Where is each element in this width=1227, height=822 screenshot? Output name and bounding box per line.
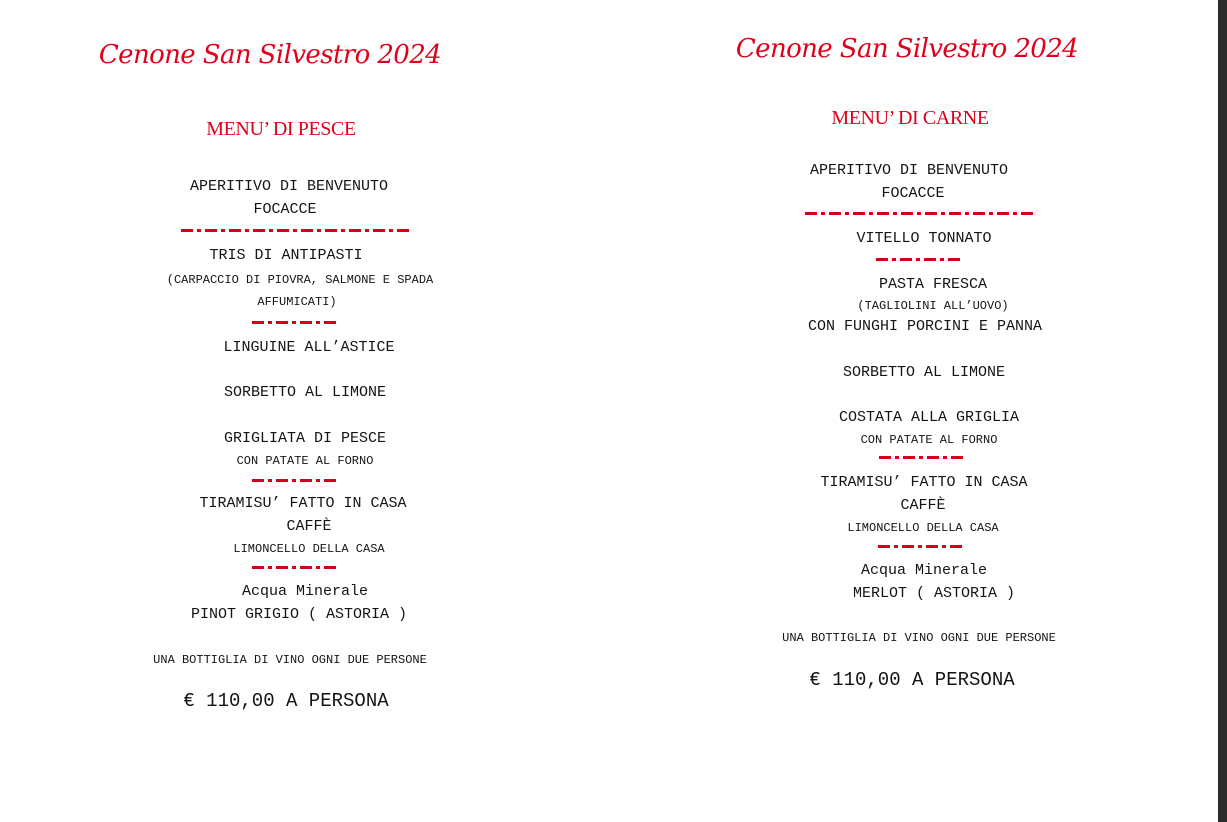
menu-line: (CARPACCIO DI PIOVRA, SALMONE E SPADA	[166, 273, 434, 287]
menu-line: MERLOT ( ASTORIA )	[852, 585, 1016, 602]
menu-subtitle: MENU’ DI CARNE	[831, 107, 989, 129]
menu-line: Acqua Minerale	[241, 583, 369, 600]
menu-line: (TAGLIOLINI ALL’UOVO)	[857, 299, 1009, 313]
page-edge-scrollbar	[1218, 0, 1227, 822]
dash-divider	[876, 258, 964, 261]
dash-divider	[181, 229, 411, 232]
menu-line: SORBETTO AL LIMONE	[842, 364, 1006, 381]
menu-line: AFFUMICATI)	[257, 295, 337, 309]
menu-line: APERITIVO DI BENVENUTO	[809, 162, 1009, 179]
menu-title: Cenone San Silvestro 2024	[98, 40, 442, 70]
menu-line: PINOT GRIGIO ( ASTORIA )	[190, 606, 408, 623]
menu-line: PASTA FRESCA	[878, 276, 988, 293]
dash-divider	[805, 212, 1035, 215]
menu-line: CON FUNGHI PORCINI E PANNA	[807, 318, 1043, 335]
price: € 110,00 A PERSONA	[183, 690, 389, 712]
dash-divider	[879, 456, 967, 459]
menu-line: TRIS DI ANTIPASTI	[209, 247, 363, 264]
wine-note: UNA BOTTIGLIA DI VINO OGNI DUE PERSONE	[153, 653, 427, 667]
menu-line: TIRAMISU’ FATTO IN CASA	[820, 474, 1028, 491]
dash-divider	[252, 566, 340, 569]
menu-line: CON PATATE AL FORNO	[860, 433, 998, 447]
menu-subtitle: MENU’ DI PESCE	[206, 118, 356, 140]
menu-line: Acqua Minerale	[860, 562, 988, 579]
menu-line: CON PATATE AL FORNO	[236, 454, 374, 468]
price: € 110,00 A PERSONA	[809, 669, 1015, 691]
menu-line: SORBETTO AL LIMONE	[223, 384, 387, 401]
dash-divider	[252, 479, 340, 482]
menu-line: VITELLO TONNATO	[856, 230, 992, 247]
menu-line: TIRAMISU’ FATTO IN CASA	[199, 495, 407, 512]
menu-line: LINGUINE ALL’ASTICE	[223, 339, 395, 356]
menu-line: FOCACCE	[881, 185, 945, 202]
menu-line: FOCACCE	[253, 201, 317, 218]
menu-line: LIMONCELLO DELLA CASA	[847, 521, 999, 535]
dash-divider	[252, 321, 340, 324]
dash-divider	[878, 545, 966, 548]
menu-line: GRIGLIATA DI PESCE	[223, 430, 387, 447]
menu-line: COSTATA ALLA GRIGLIA	[838, 409, 1020, 426]
menu-line: LIMONCELLO DELLA CASA	[233, 542, 385, 556]
menu-line: CAFFÈ	[286, 518, 332, 535]
menu-title: Cenone San Silvestro 2024	[735, 34, 1079, 64]
menu-line: CAFFÈ	[900, 497, 946, 514]
menu-line: APERITIVO DI BENVENUTO	[189, 178, 389, 195]
wine-note: UNA BOTTIGLIA DI VINO OGNI DUE PERSONE	[782, 631, 1056, 645]
